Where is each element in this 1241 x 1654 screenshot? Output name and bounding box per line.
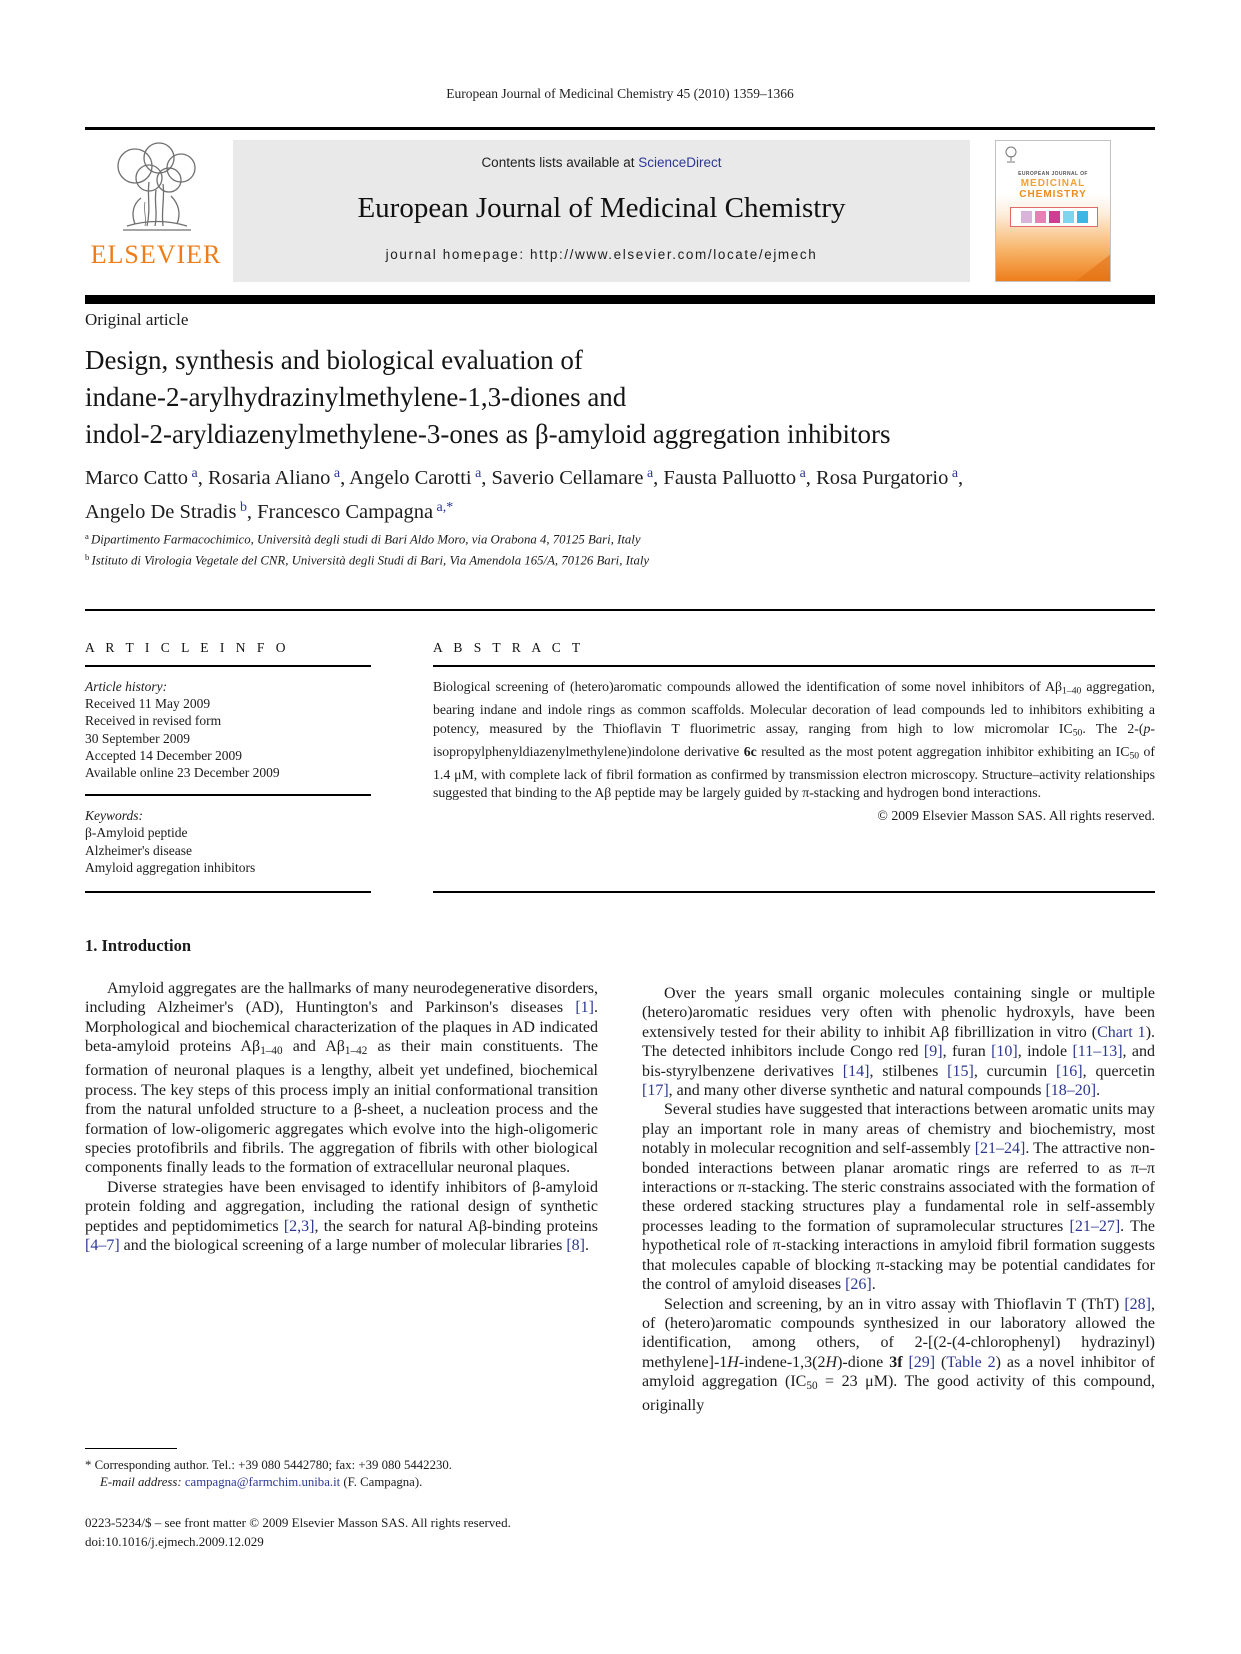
text-run: Contents lists available at [481, 155, 639, 170]
history-line: Received in revised form [85, 713, 222, 729]
author-line-1 [85, 459, 1145, 493]
section-heading-introduction: 1. Introduction [85, 936, 192, 955]
text-run: , Rosaria Aliano [197, 466, 331, 489]
affiliations [85, 528, 1085, 570]
affiliation-b [85, 549, 1085, 570]
page-footer [85, 1513, 685, 1551]
abstract-rule [433, 665, 1155, 667]
article-history-label: Article history: [85, 679, 168, 694]
text-run: resulted as the most potent aggregation inhibitor exhibiting an IC [756, 743, 1130, 759]
intro-paragraph-3 [642, 984, 1155, 1100]
journal-banner [233, 140, 970, 282]
abstract-column [433, 640, 1155, 824]
elsevier-tree-icon [97, 138, 215, 242]
inline-link[interactable]: [17] [642, 1082, 669, 1100]
affiliation-a [85, 528, 1085, 549]
article-info-header: A R T I C L E I N F O [85, 640, 290, 655]
footnote-contact-line [85, 1457, 598, 1474]
text-run: a [85, 531, 92, 541]
inline-link[interactable]: [26] [845, 1276, 872, 1294]
cover-structure-tile [1049, 211, 1060, 223]
text-run: , indole [1017, 1043, 1073, 1061]
abstract-header: A B S T R A C T [433, 640, 585, 655]
footnote-email-line [85, 1474, 598, 1491]
article-title-line-1: Design, synthesis and biological evaluation of [85, 345, 583, 375]
intro-paragraph-5 [642, 1295, 1155, 1416]
text-run: , stilbenes [869, 1062, 948, 1080]
text-run: Amyloid aggregates are the hallmarks of many neurodegenerative disorders, including Alzheimer's (AD), Huntington's and Parkinson's diseases [85, 980, 598, 1017]
history-line: Accepted 14 December 2009 [85, 747, 243, 763]
intro-paragraph-4 [642, 1100, 1155, 1294]
text-run: . [1096, 1082, 1101, 1100]
article-info-bottom-rule [85, 891, 371, 893]
text-run: H [825, 1353, 838, 1371]
text-run: Dipartimento Farmacochimico, Università degli studi di Bari Aldo Moro, via Orabona 4, 70125 Bari, Italy [91, 532, 641, 547]
text-run: . Morphological and biochemical characterization of the plaques in AD indicated beta-amyloid proteins Aβ [85, 999, 598, 1056]
article-title-line-3: indol-2-aryldiazenylmethylene-3-ones as β-amyloid aggregation inhibitors [85, 419, 891, 449]
text-run: 50 [1072, 727, 1083, 738]
journal-cover-thumbnail[interactable] [995, 140, 1111, 282]
text-run: a [188, 466, 198, 481]
text-run: Diverse strategies have been envisaged to identify inhibitors of β-amyloid protein folding and aggregation, including the rational design of synthetic peptides and peptidomimetics [85, 1178, 598, 1235]
cover-title-chemistry: CHEMISTRY [1019, 189, 1087, 200]
intro-paragraph-2 [85, 1178, 598, 1256]
text-run: a [948, 466, 959, 481]
text-run: Selection and screening, by an in vitro assay with Thioflavin T (ThT) [664, 1295, 1125, 1313]
keywords-divider-rule [85, 794, 371, 796]
elsevier-wordmark: ELSEVIER [90, 240, 222, 269]
text-run: ( [935, 1353, 947, 1371]
text-run: 50 [1129, 750, 1140, 761]
text-run: Marco Catto [85, 466, 189, 489]
text-run: , furan [942, 1043, 992, 1061]
text-run: ). The detected inhibitors include Congo red [642, 1023, 1156, 1061]
text-run: . The attractive non-bonded interactions between planar aromatic rings are referred to as π–π interactions or π-stacking. The steric constrains associated with the formation of these ordered stacking structures play a fundamental role in self-assembly processes leading to the formation of supramolecular structures [642, 1140, 1155, 1235]
footnote-rule [85, 1448, 177, 1449]
keywords-block [85, 807, 371, 876]
article-info-column [85, 640, 371, 876]
text-run: , quercetin [1082, 1062, 1156, 1080]
inline-link[interactable]: [21–24] [974, 1140, 1026, 1158]
inline-link[interactable]: [29] [908, 1353, 936, 1371]
body-column-left [85, 936, 598, 1255]
abstract-bottom-rule [433, 891, 1155, 893]
inline-link[interactable]: [21–27] [1069, 1217, 1121, 1235]
text-run: Istituto di Virologia Vegetale del CNR, Università degli Studi di Bari, Via Amendola 165/A, 70126 Bari, Italy [91, 553, 650, 568]
inline-link[interactable]: [16] [1055, 1062, 1083, 1080]
author-list [85, 459, 1145, 527]
keyword-item: Amyloid aggregation inhibitors [85, 859, 256, 875]
cover-structure-tile [1063, 211, 1074, 223]
inline-link[interactable]: Table 2 [946, 1353, 996, 1371]
text-run: a,* [433, 499, 454, 515]
inline-link[interactable]: [10] [991, 1043, 1018, 1061]
abstract-text [433, 678, 1155, 803]
inline-link[interactable]: [18–20] [1045, 1082, 1097, 1100]
text-run: , [958, 466, 964, 489]
text-run: b [85, 551, 92, 562]
text-run: Angelo De Stradis [85, 500, 237, 523]
text-run: 6c [743, 743, 757, 759]
text-run: 3f [889, 1353, 903, 1371]
history-line: 30 September 2009 [85, 730, 190, 746]
article-title-line-2: indane-2-arylhydrazinylmethylene-1,3-diones and [85, 382, 627, 412]
body-column-right [642, 984, 1155, 1416]
article-type-label: Original article [85, 310, 189, 329]
cover-structure-tile [1077, 211, 1088, 223]
cover-structure-tile [1035, 211, 1046, 223]
inline-link[interactable]: [4–7] [85, 1237, 120, 1255]
text-run: , Angelo Carotti [340, 466, 472, 489]
text-run: E-mail address: [100, 1475, 182, 1489]
text-run: as their main constituents. The formation of neuronal plaques is a lengthy, albeit yet undefined, biochemical process. The key steps of this process imply an initial conformational transition from the natural unfolded structure to a β-sheet, a nucleation process and the formation of low-oligomeric aggregates which evolve into the high-oligomeric species protofibrils and fibrils. The aggregation of fibrils with other biological components finally leads to the formation of extracellular neuronal plaques. [85, 1038, 599, 1177]
text-run: , Fausta Palluotto [653, 466, 797, 489]
text-run: a [330, 466, 341, 481]
inline-link[interactable]: [14] [842, 1062, 870, 1080]
inline-link[interactable]: [28] [1124, 1295, 1151, 1313]
text-run: )-dione [837, 1353, 890, 1371]
text-run: Over the years small organic molecules containing single or multiple (hetero)aromatic residues very often with phenolic hydroxyls, have been extensively tested for their ability to inhibit Aβ fibrillization in vitro ( [642, 985, 1155, 1041]
text-run: 50 [806, 1379, 818, 1392]
corresponding-author-footnote [85, 1448, 598, 1491]
text-run: a [643, 466, 654, 481]
text-run: b [236, 499, 247, 515]
text-run: , and many other diverse synthetic and natural compounds [668, 1082, 1046, 1100]
inline-link[interactable]: [9] [923, 1043, 943, 1061]
cover-title-small: EUROPEAN JOURNAL OF [1018, 171, 1088, 177]
text-run: * Corresponding author. Tel.: +39 080 5442780; fax: +39 080 5442230. [85, 1458, 452, 1472]
article-history [85, 678, 371, 781]
text-run: 1–40 [260, 1045, 283, 1058]
banner-journal-title: European Journal of Medicinal Chemistry [357, 192, 846, 224]
cover-structures-strip [1010, 207, 1098, 227]
journal-reference: European Journal of Medicinal Chemistry 45 (2010) 1359–1366 [446, 86, 794, 101]
history-line: Received 11 May 2009 [85, 696, 211, 712]
text-run: , the search for natural Aβ-binding proteins [314, 1217, 599, 1235]
inline-link[interactable]: [8] [566, 1237, 585, 1255]
keyword-item: Alzheimer's disease [85, 842, 193, 858]
text-run: of 1.4 μM, with complete lack of fibril formation as confirmed by transmission electron microscopy. Structure–activity relationships suggested that binding to the Aβ peptide may be largely guided by π-stacking and hydrogen bond interactions. [433, 743, 1155, 801]
elsevier-logo[interactable] [85, 138, 227, 284]
inline-link[interactable]: [2,3] [283, 1217, 315, 1235]
article-title [85, 342, 1105, 453]
text-run: aggregation, bearing indane and indole rings as common scaffolds. Molecular decoration of lead compounds led to inhibitors exhibiting a potency, measured by the Thioflavin T fluorimetric assay, ranging from high to low micromolar IC [433, 679, 1155, 736]
text-run: , of (hetero)aromatic compounds synthesized in our laboratory allowed the identification, among others, of 2-[(2-(4-chlorophenyl) hydrazinyl) methylene]-1 [642, 1295, 1155, 1371]
keyword-item: β-Amyloid peptide [85, 825, 188, 841]
text-run: , and bis-styrylbenzene derivatives [642, 1043, 1156, 1080]
author-line-2 [85, 493, 1145, 527]
text-run: . [871, 1276, 876, 1294]
text-run: Several studies have suggested that interactions between aromatic units may play an important role in many areas of chemistry and biochemistry, most notably in molecular recognition and self-assembly [642, 1101, 1155, 1158]
keywords-label: Keywords: [85, 808, 143, 824]
header-divider-bar [85, 295, 1155, 304]
cover-ribbon [1056, 247, 1111, 282]
cover-title-medicinal: MEDICINAL [1020, 178, 1086, 189]
text-run: , Francesco Campagna [246, 500, 434, 523]
text-run: , Rosa Purgatorio [805, 466, 949, 489]
doi-line: doi:10.1016/j.ejmech.2009.12.029 [85, 1534, 264, 1549]
cover-structure-tile [1021, 211, 1032, 223]
text-run: ) as a novel inhibitor of amyloid aggregation (IC [642, 1353, 1156, 1391]
text-run: and the biological screening of a large number of molecular libraries [119, 1237, 567, 1255]
inline-link[interactable]: ScienceDirect [638, 155, 722, 170]
intro-paragraph-1 [85, 979, 598, 1178]
history-line: Available online 23 December 2009 [85, 765, 280, 781]
text-run: a [796, 466, 806, 481]
text-run: Biological screening of (hetero)aromatic compounds allowed the identification of some novel inhibitors of Aβ [433, 679, 1063, 694]
top-rule [85, 127, 1155, 130]
text-run: . The hypothetical role of π-stacking interactions in amyloid fibril formation suggests that molecules capable of blocking π-stacking may be potential candidates for the control of amyloid diseases [642, 1217, 1155, 1294]
text-run: H [727, 1353, 739, 1371]
contents-available-line [233, 155, 970, 170]
inline-link[interactable]: [15] [947, 1062, 974, 1080]
inline-link[interactable]: Chart 1 [1097, 1023, 1146, 1041]
text-run: a [471, 466, 482, 481]
text-run: and Aβ [282, 1038, 345, 1056]
inline-link[interactable]: [1] [575, 999, 594, 1017]
text-run: 1–40 [1062, 685, 1082, 697]
text-run: -isopropylphenyldiazenylmethylene)indolone derivative [433, 720, 1155, 759]
cover-tree-icon [1003, 146, 1019, 164]
text-run: . The 2-( [1082, 720, 1144, 736]
issn-copyright-line: 0223-5234/$ – see front matter © 2009 Elsevier Masson SAS. All rights reserved. [85, 1515, 511, 1530]
text-run: . [584, 1237, 589, 1255]
text-run: , curcumin [973, 1062, 1056, 1080]
inline-link[interactable]: [11–13] [1072, 1043, 1123, 1061]
journal-homepage-link[interactable]: journal homepage: http://www.elsevier.com/locate/ejmech [385, 247, 818, 262]
text-run: (F. Campagna). [340, 1475, 423, 1489]
inline-link[interactable]: campagna@farmchim.uniba.it [184, 1475, 341, 1489]
text-run: p [1143, 720, 1151, 736]
text-run: -indene-1,3(2 [738, 1353, 826, 1371]
abstract-copyright: © 2009 Elsevier Masson SAS. All rights reserved. [877, 807, 1155, 823]
section-divider-rule [85, 609, 1155, 611]
text-run: = 23 μM). The good activity of this compound, originally [642, 1373, 1155, 1415]
text-run: , Saverio Cellamare [481, 466, 644, 489]
text-run: 1–42 [344, 1045, 368, 1058]
article-info-rule [85, 665, 371, 667]
